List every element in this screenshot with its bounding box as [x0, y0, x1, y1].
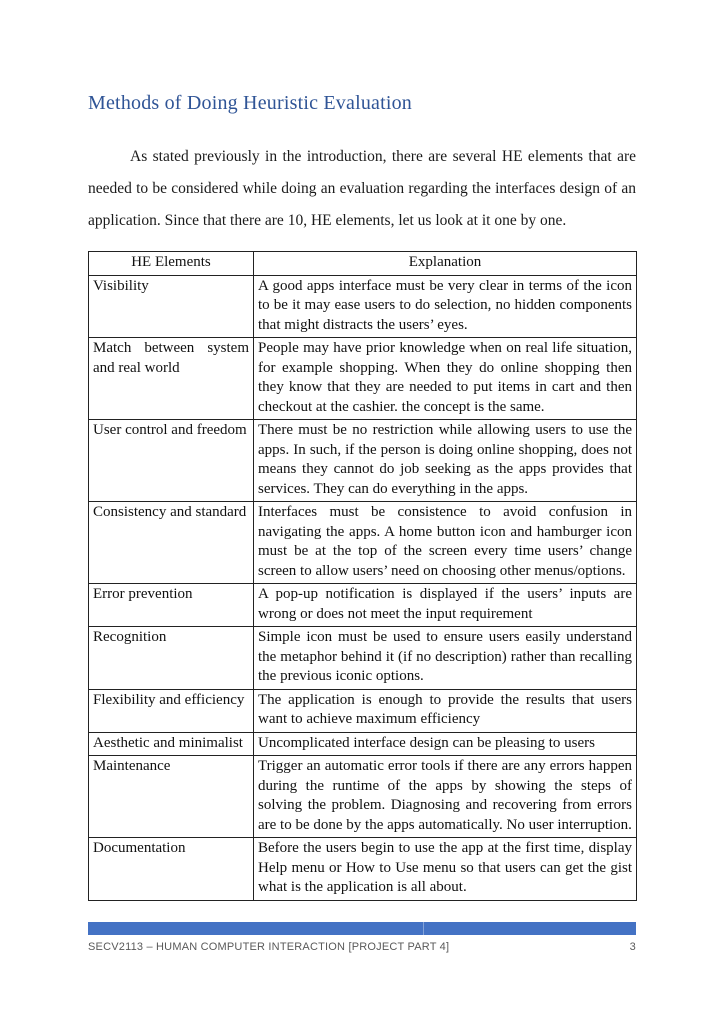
- table-row: [89, 689, 637, 732]
- page-title: Methods of Doing Heuristic Evaluation: [88, 92, 413, 114]
- footer-accent-bar: [88, 922, 636, 935]
- page-number: 3: [629, 941, 636, 953]
- he-element-cell: Match between system and real world: [89, 338, 254, 420]
- table-row: [89, 502, 637, 584]
- table-row: [89, 756, 637, 838]
- intro-paragraph: As stated previously in the introduction, there are several HE elements that are needed to be considered while doing an evaluation regarding the interfaces design of an application. Since that there are 10, HE elements, let us look at it one by one.: [88, 148, 636, 229]
- footer-course-label: SECV2113 – HUMAN COMPUTER INTERACTION [PROJECT PART 4]: [88, 941, 450, 953]
- he-element-cell: Recognition: [89, 627, 254, 690]
- explanation-cell: A good apps interface must be very clear in terms of the icon to be it may ease users to do selection, no hidden components that might distracts the users’ eyes.: [254, 275, 637, 338]
- he-element-cell: User control and freedom: [89, 420, 254, 502]
- table-row: [89, 584, 637, 627]
- footer-bar-divider: [423, 922, 424, 935]
- page-footer: [88, 941, 636, 953]
- table-row: [89, 838, 637, 901]
- explanation-cell: There must be no restriction while allowing users to use the apps. In such, if the person is doing online shopping, does not means they cannot do job seeking as the apps provides that services. They can do everything in the apps.: [254, 420, 637, 502]
- he-element-cell: Aesthetic and minimalist: [89, 732, 254, 756]
- he-element-cell: Maintenance: [89, 756, 254, 838]
- explanation-cell: Interfaces must be consistence to avoid confusion in navigating the apps. A home button icon and hamburger icon must be at the top of the screen every time users’ change screen to allow users’ need on choosing other menus/options.: [254, 502, 637, 584]
- he-element-cell: Visibility: [89, 275, 254, 338]
- explanation-cell: Uncomplicated interface design can be pleasing to users: [254, 732, 637, 756]
- column-header-explanation: Explanation: [254, 252, 637, 276]
- explanation-cell: Before the users begin to use the app at the first time, display Help menu or How to Use menu so that users can get the gist what is the application is all about.: [254, 838, 637, 901]
- explanation-cell: Simple icon must be used to ensure users easily understand the metaphor behind it (if no description) rather than recalling the previous iconic options.: [254, 627, 637, 690]
- explanation-cell: The application is enough to provide the results that users want to achieve maximum efficiency: [254, 689, 637, 732]
- table-header-row: [89, 252, 637, 276]
- table-row: [89, 338, 637, 420]
- he-elements-table: [88, 251, 637, 901]
- table-row: [89, 420, 637, 502]
- he-element-cell: Flexibility and efficiency: [89, 689, 254, 732]
- explanation-cell: People may have prior knowledge when on real life situation, for example shopping. When they do online shopping then they know that they are needed to put items in cart and then checkout at the cashier. the concept is the same.: [254, 338, 637, 420]
- page-content: [88, 0, 636, 901]
- he-element-cell: Error prevention: [89, 584, 254, 627]
- explanation-cell: A pop-up notification is displayed if the users’ inputs are wrong or does not meet the input requirement: [254, 584, 637, 627]
- table-row: [89, 732, 637, 756]
- he-element-cell: Consistency and standard: [89, 502, 254, 584]
- he-element-cell: Documentation: [89, 838, 254, 901]
- table-row: [89, 275, 637, 338]
- column-header-he-elements: HE Elements: [89, 252, 254, 276]
- table-row: [89, 627, 637, 690]
- explanation-cell: Trigger an automatic error tools if there are any errors happen during the runtime of the apps by showing the steps of solving the problem. Diagnosing and recovering from errors are to be done by the apps automatically. No user interruption.: [254, 756, 637, 838]
